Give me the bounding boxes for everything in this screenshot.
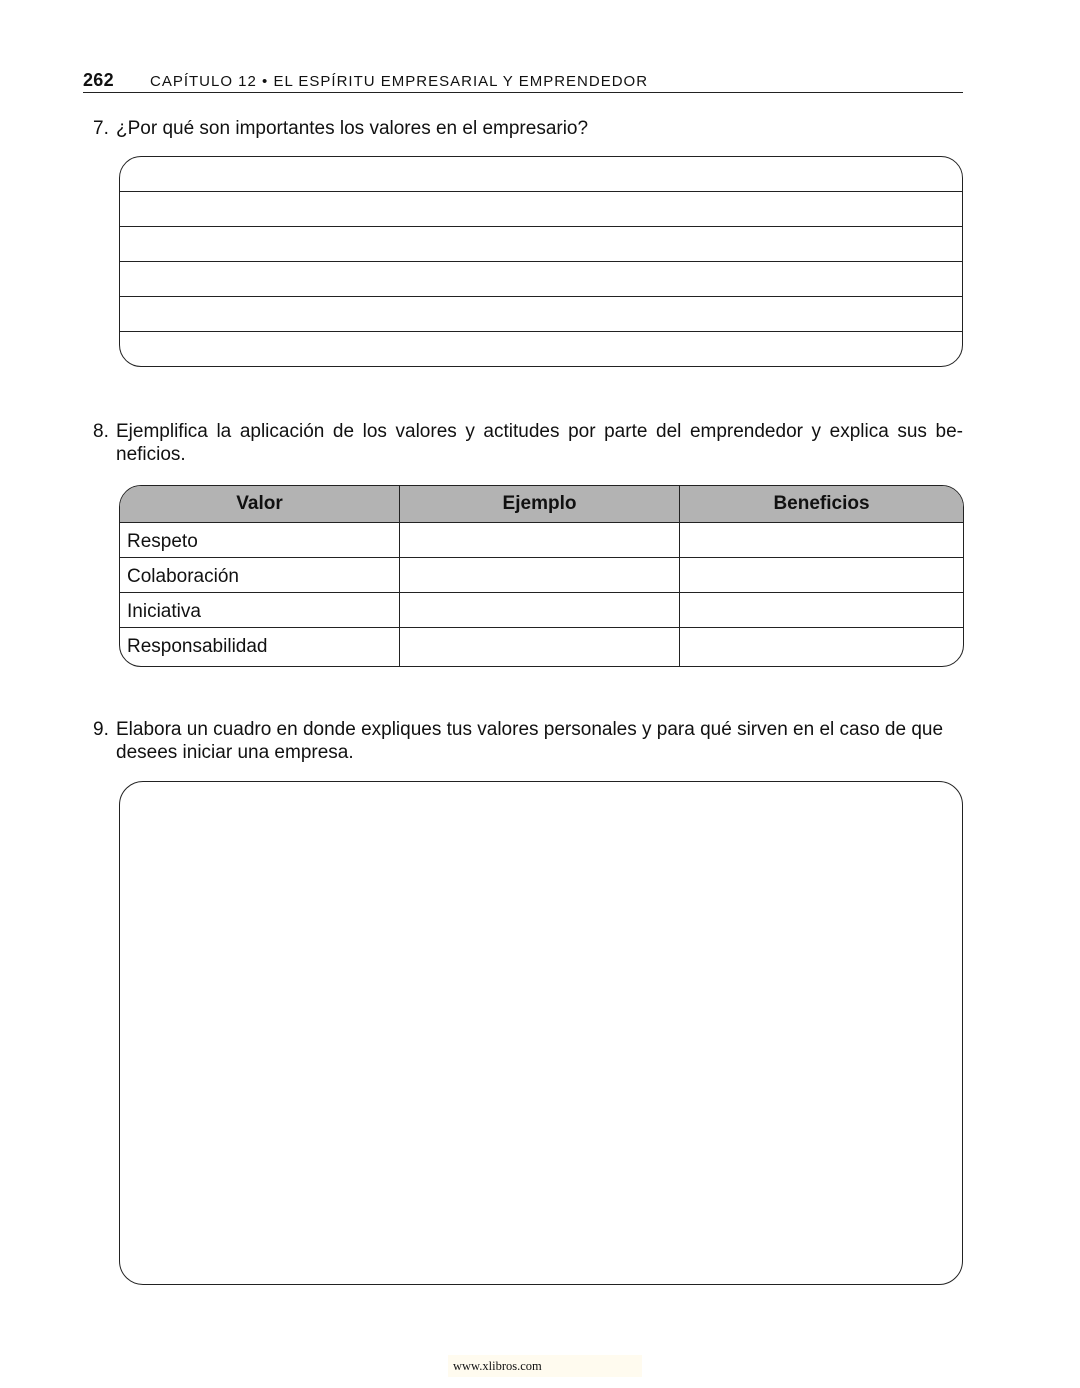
- table-row: [120, 592, 963, 627]
- question-9-text: Elabora un cuadro en donde expliques tus valores personales y para qué sirven en el caso de que desees iniciar una empresa.: [116, 719, 944, 763]
- value-cell: Colaboración: [127, 566, 239, 587]
- example-cell[interactable]: [399, 558, 679, 592]
- header-valor: Valor: [236, 493, 283, 514]
- question-7: [93, 117, 963, 140]
- value-cell: Iniciativa: [127, 601, 201, 622]
- page-header: [83, 70, 963, 93]
- values-table: [119, 485, 964, 667]
- question-7-number: 7.: [93, 118, 109, 139]
- header-ejemplo: Ejemplo: [399, 486, 679, 522]
- question-8-number: 8.: [93, 421, 109, 442]
- question-9-answer-box[interactable]: [119, 781, 963, 1285]
- table-row: [120, 627, 963, 667]
- benefits-cell[interactable]: [679, 593, 963, 627]
- answer-line: [120, 226, 962, 227]
- question-8-text: Ejemplifica la aplicación de los valores y actitudes por parte del emprendedor y explica sus be-neficios.: [116, 421, 963, 465]
- table-row: [120, 557, 963, 592]
- values-table-header: [120, 486, 963, 522]
- answer-line: [120, 296, 962, 297]
- benefits-cell[interactable]: [679, 628, 963, 667]
- question-7-text: ¿Por qué son importantes los valores en el empresario?: [116, 118, 589, 139]
- answer-line: [120, 261, 962, 262]
- benefits-cell[interactable]: [679, 523, 963, 557]
- footer-url: www.xlibros.com: [448, 1355, 642, 1377]
- example-cell[interactable]: [399, 593, 679, 627]
- answer-line: [120, 331, 962, 332]
- example-cell[interactable]: [399, 523, 679, 557]
- page-number: 262: [83, 70, 114, 90]
- example-cell[interactable]: [399, 628, 679, 667]
- question-9: [93, 718, 963, 764]
- header-beneficios: Beneficios: [679, 486, 963, 522]
- value-cell: Responsabilidad: [127, 636, 268, 657]
- question-8: [93, 420, 963, 466]
- chapter-title: CAPÍTULO 12 • EL ESPÍRITU EMPRESARIAL Y EMPRENDEDOR: [150, 73, 649, 90]
- question-7-answer-box[interactable]: [119, 156, 963, 367]
- value-cell: Respeto: [127, 531, 198, 552]
- benefits-cell[interactable]: [679, 558, 963, 592]
- table-row: [120, 522, 963, 557]
- question-9-number: 9.: [93, 719, 109, 740]
- answer-line: [120, 191, 962, 192]
